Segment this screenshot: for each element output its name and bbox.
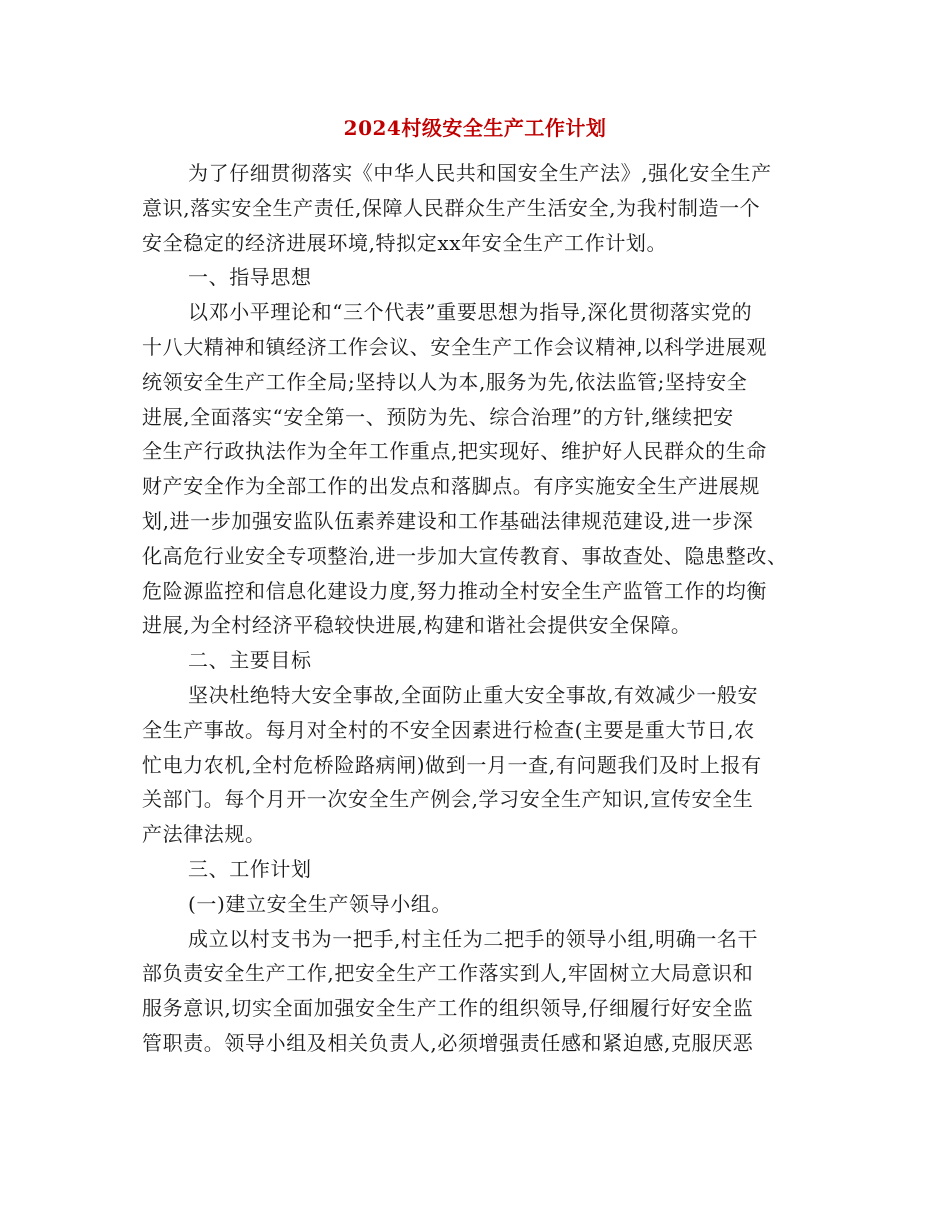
text-line: 成立以村支书为一把手,村主任为二把手的领导小组,明确一名干 (188, 926, 759, 951)
text-line: 产法律法规。 (142, 822, 266, 847)
text-line: (一)建立安全生产领导小组。 (188, 891, 453, 916)
text-line: 全生产行政执法作为全年工作重点,把实现好、维护好人民群众的生命 (142, 439, 767, 464)
text-line: 财产安全作为全部工作的出发点和落脚点。有序实施安全生产进展规 (142, 474, 760, 499)
text-line: 关部门。每个月开一次安全生产例会,学习安全生产知识,宣传安全生 (142, 787, 754, 812)
text-line: 划,进一步加强安监队伍素养建设和工作基础法律规范建设,进一步深 (142, 508, 754, 533)
text-line: 以邓小平理论和“三个代表”重要思想为指导,深化贯彻落实党的 (188, 300, 753, 325)
text-line: 安全稳定的经济进展环境,特拟定xx年安全生产工作计划。 (142, 230, 668, 255)
text-line: 化高危行业安全专项整治,进一步加大宣传教育、事故查处、隐患整改、 (142, 543, 788, 568)
document-title: 2024村级安全生产工作计划 (343, 116, 607, 140)
text-line: 三、工作计划 (188, 856, 312, 881)
text-line: 管职责。领导小组及相关负责人,必须增强责任感和紧迫感,克服厌恶 (142, 1030, 754, 1055)
text-line: 服务意识,切实全面加强安全生产工作的组织领导,仔细履行好安全监 (142, 996, 754, 1021)
text-line: 十八大精神和镇经济工作会议、安全生产工作会议精神,以科学进展观 (142, 334, 767, 359)
text-line: 意识,落实安全生产责任,保障人民群众生产生活安全,为我村制造一个 (142, 195, 761, 220)
text-line: 一、指导思想 (188, 265, 312, 290)
text-line: 坚决杜绝特大安全事故,全面防止重大安全事故,有效减少一般安 (188, 682, 759, 707)
text-line: 统领安全生产工作全局;坚持以人为本,服务为先,依法监管;坚持安全 (142, 369, 748, 394)
text-line: 忙电力农机,全村危桥险路病闸)做到一月一查,有问题我们及时上报有 (142, 752, 762, 777)
text-line: 进展,全面落实“安全第一、预防为先、综合治理”的方针,继续把安 (142, 404, 734, 429)
text-line: 进展,为全村经济平稳较快进展,构建和谐社会提供安全保障。 (142, 613, 692, 638)
text-line: 危险源监控和信息化建设力度,努力推动全村安全生产监管工作的均衡 (142, 578, 767, 603)
document-body (142, 156, 812, 1061)
text-line: 全生产事故。每月对全村的不安全因素进行检查(主要是重大节日,农 (142, 717, 755, 742)
text-line: 为了仔细贯彻落实《中华人民共和国安全生产法》,强化安全生产 (188, 161, 772, 185)
text-line: 二、主要目标 (188, 648, 312, 673)
text-line: 部负责安全生产工作,把安全生产工作落实到人,牢固树立大局意识和 (142, 961, 754, 986)
